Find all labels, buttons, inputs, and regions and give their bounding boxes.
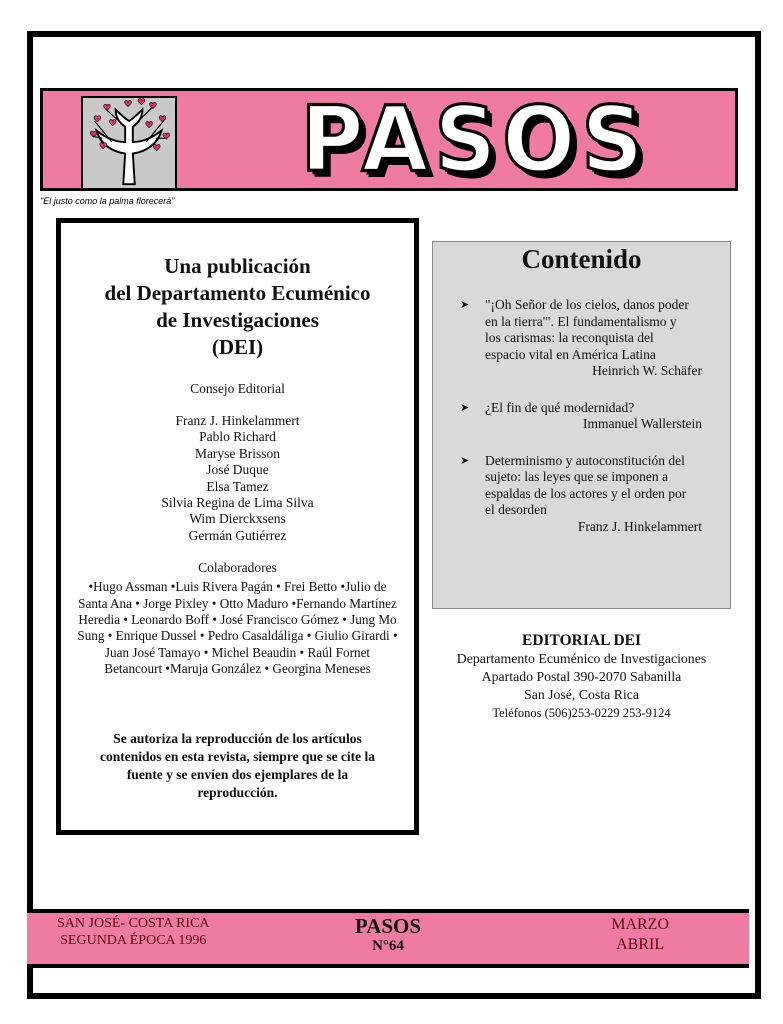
editorial-block bbox=[432, 632, 731, 722]
reproduction-notice bbox=[75, 730, 400, 802]
notice-line: fuente y se envíen dos ejemplares de la bbox=[126, 766, 349, 782]
council-member: Franz J. Hinkelammert bbox=[175, 413, 300, 428]
item-author: Franz J. Hinkelammert bbox=[577, 518, 702, 534]
council-member: Maryse Brisson bbox=[194, 445, 281, 461]
tree-with-hearts-icon bbox=[81, 96, 177, 190]
collaborators-line: Sung • Enrique Dussel • Pedro Casaldáliga • Giulio Girardi • bbox=[77, 628, 398, 644]
collaborators-line: Santa Ana • Jorge Pixley • Otto Maduro •Fernando Martínez bbox=[78, 595, 397, 611]
footer-band bbox=[27, 909, 749, 968]
contents-box bbox=[432, 241, 731, 609]
editorial-department: Departamento Ecuménico de Investigaciones bbox=[456, 651, 707, 666]
issue-number: N°64 bbox=[372, 938, 404, 954]
footer-edition-line: SEGUNDA ÉPOCA 1996 bbox=[60, 933, 207, 948]
collaborators-line: Juan José Tamayo • Michel Beaudin • Raúl Fornet bbox=[104, 644, 371, 660]
item-text-line: ¿El fin de qué modernidad? bbox=[485, 399, 635, 415]
editorial-name: EDITORIAL DEI bbox=[521, 632, 642, 649]
item-text-line: los carismas: la reconquista del bbox=[485, 330, 654, 345]
collaborators-line: Heredia • Leonardo Boff • José Francisco Gómez • Jung Mo bbox=[78, 612, 397, 628]
item-text-line: "¡Oh Señor de los cielos, danos poder bbox=[485, 297, 689, 312]
arrow-bullet-icon: ➤ bbox=[460, 401, 470, 414]
footer-title: PASOS bbox=[354, 914, 422, 938]
motto: "El justo como la palma florecerá" bbox=[40, 196, 175, 206]
contents-item[interactable] bbox=[433, 400, 730, 433]
title-line: (DEI) bbox=[211, 335, 264, 359]
item-text-line: en la tierra'". El fundamentalismo y bbox=[485, 313, 677, 329]
publication-box bbox=[56, 218, 419, 835]
council-member: Silvia Regina de Lima Silva bbox=[161, 495, 314, 511]
notice-line: Se autoriza la reproducción de los artículos bbox=[113, 730, 362, 746]
footer-month: MARZO bbox=[611, 916, 669, 933]
council-member: Pablo Richard bbox=[199, 429, 276, 445]
contents-item[interactable] bbox=[433, 297, 730, 380]
arrow-bullet-icon: ➤ bbox=[460, 299, 470, 311]
editorial-address: Apartado Postal 390-2070 Sabanilla bbox=[481, 669, 682, 684]
council-heading: Consejo Editorial bbox=[190, 381, 285, 396]
collaborators-line: •Hugo Assman •Luis Rivera Pagán • Frei Betto •Julio de bbox=[88, 579, 387, 595]
notice-line: contenidos en esta revista, siempre que se cite la bbox=[99, 748, 376, 764]
title-line: Una publicación bbox=[164, 254, 311, 278]
title-line: del Departamento Ecuménico bbox=[104, 281, 371, 305]
arrow-bullet-icon: ➤ bbox=[460, 454, 470, 467]
footer-month: ABRIL bbox=[616, 936, 665, 953]
brand-logo bbox=[300, 87, 650, 192]
publication-title bbox=[79, 253, 396, 361]
brand-wordmark: PASOS bbox=[300, 87, 650, 192]
notice-line: reproducción. bbox=[197, 784, 278, 800]
council-member: José Duque bbox=[206, 462, 269, 478]
contents-item[interactable] bbox=[433, 453, 730, 536]
contents-list bbox=[433, 297, 730, 535]
title-line: de Investigaciones bbox=[156, 308, 319, 332]
editorial-city: San José, Costa Rica bbox=[524, 687, 639, 702]
council-member: Elsa Tamez bbox=[206, 478, 269, 494]
editorial-phones: Teléfonos (506)253-0229 253-9124 bbox=[492, 706, 671, 720]
council-member: Germán Gutiérrez bbox=[188, 527, 287, 543]
council-member: Wim Dierckxsens bbox=[189, 511, 286, 527]
footer-location-line: SAN JOSÉ- COSTA RICA bbox=[57, 916, 210, 931]
masthead bbox=[40, 88, 738, 191]
item-author: Immanuel Wallerstein bbox=[582, 416, 702, 431]
contents-title: Contenido bbox=[521, 244, 642, 274]
collaborators-heading: Colaboradores bbox=[198, 560, 277, 576]
item-text-line: espaldas de los actores y el orden por bbox=[485, 485, 687, 501]
collaborators-list bbox=[67, 579, 408, 677]
item-text-line: el desorden bbox=[485, 502, 547, 517]
item-text-line: sujeto: las leyes que se imponen a bbox=[485, 469, 668, 484]
item-text-line: Determinismo y autoconstitución del bbox=[485, 452, 685, 468]
council-list bbox=[61, 413, 414, 544]
item-text-line: espacio vital en América Latina bbox=[485, 346, 656, 362]
item-author: Heinrich W. Schäfer bbox=[592, 363, 702, 378]
collaborators-line: Betancourt •Maruja González • Georgina Meneses bbox=[104, 661, 371, 677]
footer-months bbox=[611, 915, 669, 955]
